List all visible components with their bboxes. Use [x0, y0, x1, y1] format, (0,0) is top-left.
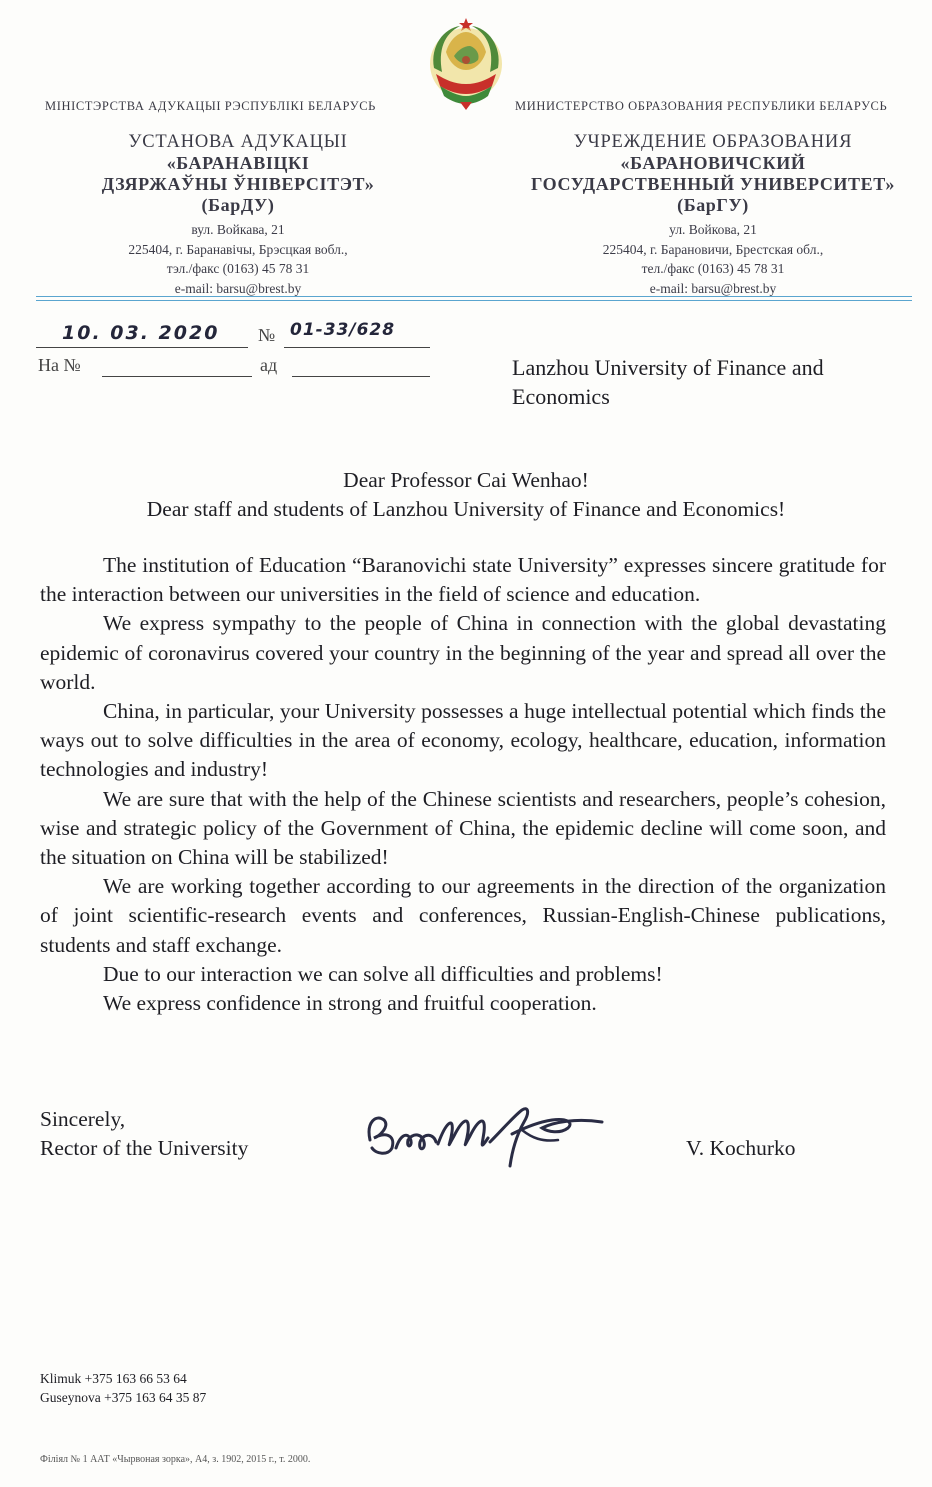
paragraph: We are sure that with the help of the Chinese scientists and researchers, people’s cohesion, wise and strategic policy of the Government of China, the epidemic decline will come soon, and the situation on China will be stabilized! — [40, 786, 886, 870]
paragraph: Due to our interaction we can solve all difficulties and problems! — [103, 961, 663, 986]
salutation-line1: Dear Professor Cai Wenhao! — [343, 468, 589, 492]
inst-by-line3: ДЗЯРЖАЎНЫ ЎНІВЕРСІТЭТ» — [101, 174, 375, 194]
inst-ru-address — [506, 220, 920, 298]
contact-line: Klimuk +375 163 66 53 64 — [40, 1371, 187, 1386]
header-divider — [36, 296, 912, 297]
paragraph: We express confidence in strong and fruitful cooperation. — [103, 991, 597, 1016]
address-line: 225404, г. Баранавічы, Брэсцкая вобл., — [128, 241, 348, 257]
inst-by-line4: (БарДУ) — [201, 195, 275, 215]
letter-number: 01-33/628 — [290, 320, 396, 340]
contacts — [40, 1369, 206, 1407]
number-underline — [284, 347, 430, 348]
address-line: тэл./факс (0163) 45 78 31 — [166, 261, 310, 276]
from-underline — [292, 376, 430, 377]
closing: Sincerely, — [40, 1107, 126, 1131]
header-divider-thin — [36, 300, 912, 301]
belarus-emblem-icon — [420, 16, 512, 112]
reply-label: На № — [38, 355, 81, 375]
number-label: № — [258, 325, 276, 345]
from-label: ад — [260, 355, 278, 375]
institution-by — [40, 132, 436, 298]
paragraph: We are working together according to our agreements in the direction of the organization of joint scientific-research events and conferences, Russian-English-Chinese publications, students and staff exchange. — [40, 874, 886, 957]
inst-by-line2: «БАРАНАВІЦКІ — [166, 153, 310, 173]
handwritten-signature — [362, 1092, 612, 1172]
institution-ru — [506, 132, 920, 298]
inst-ru-line2: «БАРАНОВИЧСКИЙ — [620, 153, 806, 173]
inst-by-line1: УСТАНОВА АДУКАЦЫІ — [128, 132, 348, 152]
paragraph: We express sympathy to the people of China in connection with the global devastating epidemic of coronavirus covered your country in the beginning of the year and spread all over the world. — [40, 611, 886, 694]
print-footer: Філіял № 1 ААТ «Чырвоная зорка», А4, з. 1902, 2015 г., т. 2000. — [40, 1454, 311, 1465]
letter-date: 10. 03. 2020 — [62, 322, 220, 344]
email: e-mail: barsu@brest.by — [174, 280, 302, 296]
contact-line: Guseynova +375 163 64 35 87 — [40, 1390, 207, 1405]
email: e-mail: barsu@brest.by — [649, 280, 777, 296]
date-underline — [36, 347, 248, 348]
signatory-title: Rector of the University — [40, 1136, 249, 1160]
inst-ru-line1: УЧРЕЖДЕНИЕ ОБРАЗОВАНИЯ — [573, 132, 853, 152]
paragraph: China, in particular, your University possesses a huge intellectual potential which finds the ways out to solve difficulties in the area of economy, ecology, healthcare, education, information technologies and industry! — [40, 699, 886, 782]
paragraph: The institution of Education “Baranovichi state University” expresses sincere gratitude for the interaction between our universities in the field of science and education. — [40, 553, 886, 607]
inst-ru-line4: (БарГУ) — [677, 195, 749, 215]
recipient: Lanzhou University of Finance and Economics — [512, 355, 824, 409]
ministry-ru: МИНИСТЕРСТВО ОБРАЗОВАНИЯ РЕСПУБЛИКИ БЕЛАРУСЬ — [515, 99, 888, 113]
address-line: ул. Войкова, 21 — [669, 222, 757, 237]
letter-body — [40, 551, 886, 1018]
salutation-line2: Dear staff and students of Lanzhou University of Finance and Economics! — [146, 497, 786, 521]
address-line: тел./факс (0163) 45 78 31 — [641, 261, 785, 276]
inst-by-address — [40, 220, 436, 298]
ministry-by: МІНІСТЭРСТВА АДУКАЦЫІ РЭСПУБЛІКІ БЕЛАРУСЬ — [45, 99, 376, 113]
reply-underline — [102, 376, 252, 377]
inst-ru-line3: ГОСУДАРСТВЕННЫЙ УНИВЕРСИТЕТ» — [531, 174, 895, 194]
address-line: 225404, г. Барановичи, Брестская обл., — [602, 241, 824, 257]
address-line: вул. Войкава, 21 — [191, 222, 285, 237]
signatory-name: V. Kochurko — [686, 1136, 796, 1160]
